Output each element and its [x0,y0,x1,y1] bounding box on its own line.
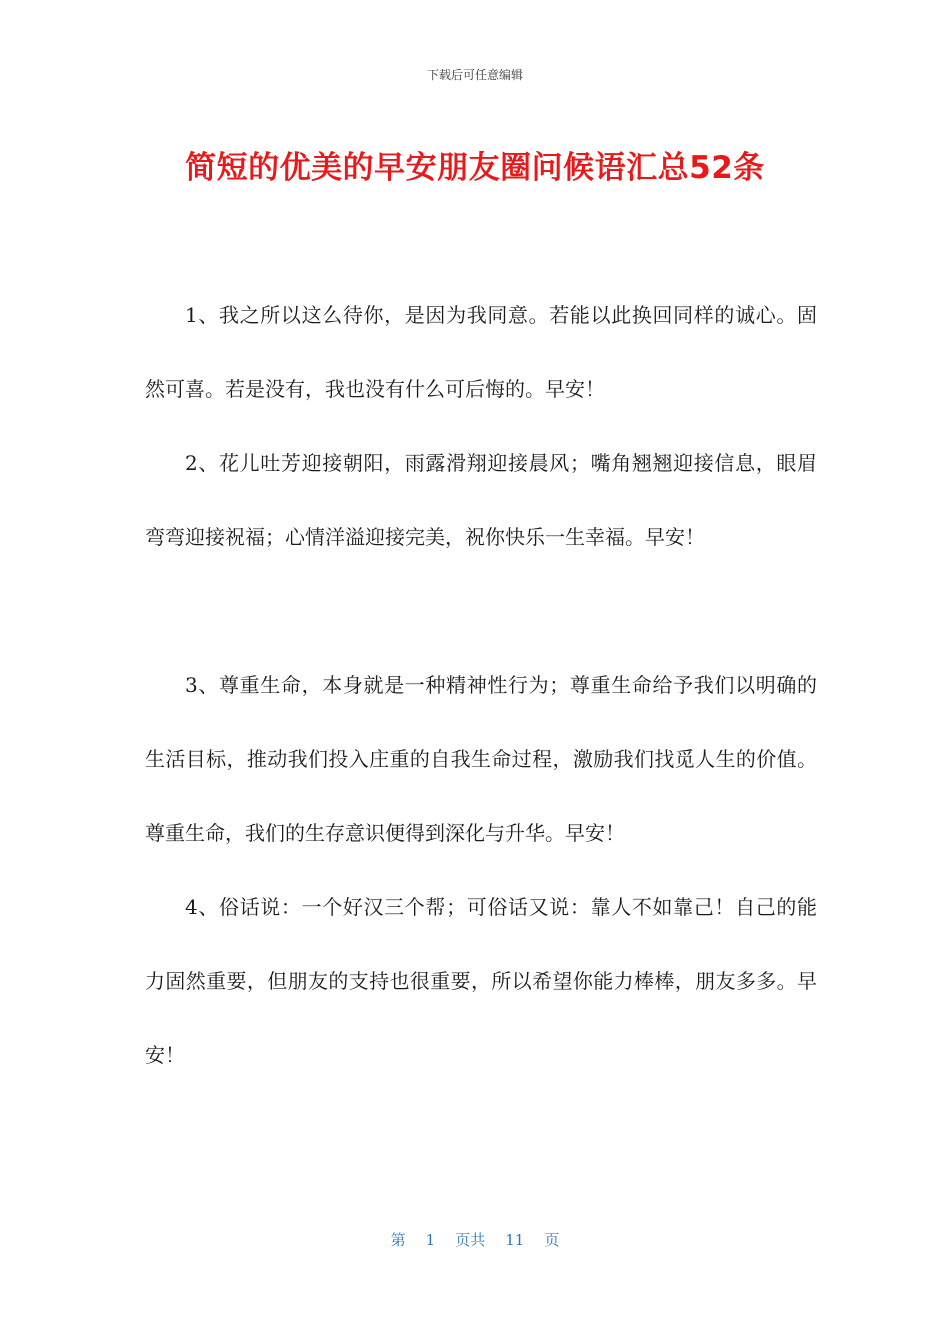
document-body [145,278,817,1092]
document-title: 简短的优美的早安朋友圈问候语汇总52条 [185,150,765,186]
page-footer [0,1229,950,1250]
footer-current-page: 1 [425,1231,436,1249]
footer-prefix: 第 [390,1231,406,1249]
footer-middle: 页共 [455,1231,486,1249]
footer-suffix: 页 [544,1231,560,1249]
paragraph-3: 3、尊重生命，本身就是一种精神性行为；尊重生命给予我们以明确的生活目标，推动我们投入庄重的自我生命过程，激励我们找觅人生的价值。尊重生命，我们的生存意识便得到深化与升华。早安！ [145,673,817,845]
paragraph-4: 4、俗话说：一个好汉三个帮；可俗话又说：靠人不如靠己！自己的能力固然重要，但朋友的支持也很重要，所以希望你能力棒棒，朋友多多。早安！ [145,895,817,1067]
footer-total-pages: 11 [505,1231,525,1249]
paragraph-2: 2、花儿吐芳迎接朝阳，雨露滑翔迎接晨风；嘴角翘翘迎接信息，眼眉弯弯迎接祝福；心情洋溢迎接完美，祝你快乐一生幸福。早安！ [145,451,817,549]
paragraph-gap [145,574,817,648]
paragraph-1: 1、我之所以这么待你，是因为我同意。若能以此换回同样的诚心。固然可喜。若是没有，我也没有什么可后悔的。早安！ [145,303,817,401]
header-note: 下载后可任意编辑 [426,68,523,82]
